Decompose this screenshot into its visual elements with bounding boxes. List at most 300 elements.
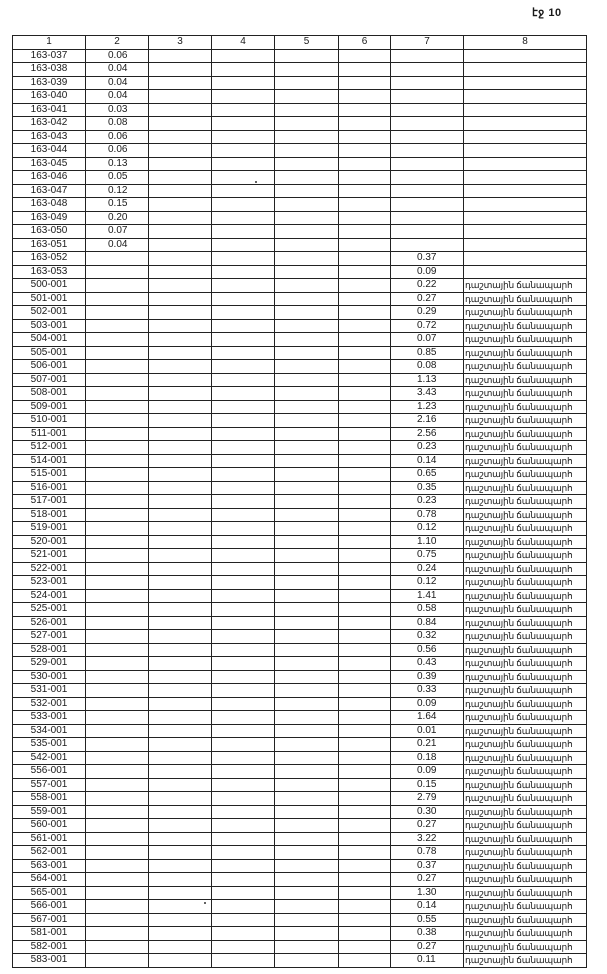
area-total <box>391 184 464 198</box>
land-use-type: դաշտային ճանապարհ <box>464 738 587 752</box>
area-total: 1.64 <box>391 711 464 725</box>
land-use-type: դաշտային ճանապարհ <box>464 859 587 873</box>
table-row <box>13 468 587 482</box>
land-use-type: դաշտային ճանապարհ <box>464 306 587 320</box>
col-3-cell <box>149 171 212 185</box>
col-4-cell <box>212 846 275 860</box>
table-row <box>13 252 587 266</box>
area-total: 0.29 <box>391 306 464 320</box>
area-total: 0.75 <box>391 549 464 563</box>
col-6-cell <box>339 157 391 171</box>
area-total: 0.14 <box>391 454 464 468</box>
col-3-cell <box>149 522 212 536</box>
area-value <box>86 711 149 725</box>
col-3-cell <box>149 63 212 77</box>
parcel-code: 163-050 <box>13 225 86 239</box>
col-5-cell <box>275 225 339 239</box>
col-4-cell <box>212 684 275 698</box>
col-4-cell <box>212 184 275 198</box>
col-5-cell <box>275 562 339 576</box>
land-use-type: դաշտային ճանապարհ <box>464 805 587 819</box>
parcel-code: 163-041 <box>13 103 86 117</box>
parcel-code: 508-001 <box>13 387 86 401</box>
table-row <box>13 184 587 198</box>
col-3-cell <box>149 76 212 90</box>
area-value <box>86 292 149 306</box>
col-5-cell <box>275 333 339 347</box>
col-4-cell <box>212 508 275 522</box>
land-use-type <box>464 90 587 104</box>
col-5-cell <box>275 778 339 792</box>
col-3-cell <box>149 751 212 765</box>
area-value: 0.12 <box>86 184 149 198</box>
area-total: 0.39 <box>391 670 464 684</box>
col-4-cell <box>212 549 275 563</box>
col-6-cell <box>339 616 391 630</box>
area-total <box>391 103 464 117</box>
col-3-cell <box>149 873 212 887</box>
table-row <box>13 954 587 968</box>
parcel-code: 562-001 <box>13 846 86 860</box>
col-6-cell <box>339 63 391 77</box>
table-row <box>13 576 587 590</box>
table-row <box>13 589 587 603</box>
parcel-code: 163-045 <box>13 157 86 171</box>
col-3-cell <box>149 441 212 455</box>
col-5-cell <box>275 805 339 819</box>
area-total: 0.11 <box>391 954 464 968</box>
table-row <box>13 454 587 468</box>
col-5-cell <box>275 630 339 644</box>
parcel-code: 535-001 <box>13 738 86 752</box>
col-6-cell <box>339 630 391 644</box>
parcel-code: 500-001 <box>13 279 86 293</box>
parcel-code: 533-001 <box>13 711 86 725</box>
land-use-type: դաշտային ճանապարհ <box>464 630 587 644</box>
area-total: 0.08 <box>391 360 464 374</box>
col-4-cell <box>212 603 275 617</box>
land-use-type: դաշտային ճանապարհ <box>464 279 587 293</box>
col-4-cell <box>212 468 275 482</box>
col-4-cell <box>212 211 275 225</box>
area-value <box>86 724 149 738</box>
col-3-cell <box>149 306 212 320</box>
col-3-cell <box>149 157 212 171</box>
col-3-cell <box>149 711 212 725</box>
parcel-code: 163-043 <box>13 130 86 144</box>
parcel-code: 560-001 <box>13 819 86 833</box>
col-3-cell <box>149 319 212 333</box>
col-5-cell <box>275 184 339 198</box>
land-use-type: դաշտային ճանապարհ <box>464 508 587 522</box>
col-4-cell <box>212 900 275 914</box>
area-value: 0.03 <box>86 103 149 117</box>
col-4-cell <box>212 927 275 941</box>
table-row <box>13 319 587 333</box>
col-6-cell <box>339 603 391 617</box>
land-use-type <box>464 211 587 225</box>
parcel-code: 542-001 <box>13 751 86 765</box>
col-4-cell <box>212 49 275 63</box>
col-6-cell <box>339 643 391 657</box>
col-5-cell <box>275 387 339 401</box>
col-4-cell <box>212 859 275 873</box>
parcel-code: 519-001 <box>13 522 86 536</box>
land-use-type <box>464 144 587 158</box>
area-total <box>391 90 464 104</box>
col-4-cell <box>212 360 275 374</box>
col-6-cell <box>339 387 391 401</box>
col-6-cell <box>339 211 391 225</box>
column-header-8: 8 <box>464 36 587 50</box>
area-value <box>86 657 149 671</box>
area-value <box>86 346 149 360</box>
parcel-code: 581-001 <box>13 927 86 941</box>
col-5-cell <box>275 508 339 522</box>
area-value <box>86 360 149 374</box>
col-6-cell <box>339 954 391 968</box>
land-use-type: դաշտային ճանապարհ <box>464 333 587 347</box>
col-5-cell <box>275 238 339 252</box>
col-4-cell <box>212 819 275 833</box>
col-5-cell <box>275 832 339 846</box>
col-4-cell <box>212 387 275 401</box>
table-row <box>13 333 587 347</box>
col-6-cell <box>339 292 391 306</box>
area-value <box>86 454 149 468</box>
land-use-type: դաշտային ճանապարհ <box>464 724 587 738</box>
table-row <box>13 630 587 644</box>
land-use-type: դաշտային ճանապարհ <box>464 454 587 468</box>
col-3-cell <box>149 913 212 927</box>
parcel-code: 163-053 <box>13 265 86 279</box>
col-4-cell <box>212 576 275 590</box>
col-4-cell <box>212 90 275 104</box>
col-4-cell <box>212 913 275 927</box>
land-parcel-table <box>12 35 587 968</box>
parcel-code: 520-001 <box>13 535 86 549</box>
col-6-cell <box>339 913 391 927</box>
area-value <box>86 738 149 752</box>
col-5-cell <box>275 198 339 212</box>
col-5-cell <box>275 360 339 374</box>
land-use-type <box>464 63 587 77</box>
parcel-code: 502-001 <box>13 306 86 320</box>
col-4-cell <box>212 940 275 954</box>
area-total: 0.09 <box>391 265 464 279</box>
parcel-code: 163-040 <box>13 90 86 104</box>
parcel-code: 163-049 <box>13 211 86 225</box>
col-3-cell <box>149 832 212 846</box>
area-value <box>86 549 149 563</box>
table-row <box>13 90 587 104</box>
area-total: 0.22 <box>391 279 464 293</box>
col-3-cell <box>149 859 212 873</box>
land-use-type: դաշտային ճանապարհ <box>464 535 587 549</box>
area-total: 0.33 <box>391 684 464 698</box>
col-5-cell <box>275 738 339 752</box>
land-use-type: դաշտային ճանապարհ <box>464 292 587 306</box>
col-6-cell <box>339 670 391 684</box>
area-value: 0.08 <box>86 117 149 131</box>
area-total: 0.84 <box>391 616 464 630</box>
table-row <box>13 441 587 455</box>
area-value <box>86 670 149 684</box>
page-number: էջ 10 <box>532 7 562 19</box>
table-row <box>13 535 587 549</box>
area-value <box>86 873 149 887</box>
col-3-cell <box>149 819 212 833</box>
col-6-cell <box>339 454 391 468</box>
land-use-type: դաշտային ճանապարհ <box>464 441 587 455</box>
area-total: 3.22 <box>391 832 464 846</box>
col-6-cell <box>339 346 391 360</box>
col-4-cell <box>212 751 275 765</box>
table-row <box>13 819 587 833</box>
col-3-cell <box>149 657 212 671</box>
col-5-cell <box>275 373 339 387</box>
area-value: 0.04 <box>86 90 149 104</box>
parcel-code: 526-001 <box>13 616 86 630</box>
area-value: 0.15 <box>86 198 149 212</box>
col-4-cell <box>212 63 275 77</box>
table-row <box>13 859 587 873</box>
table-row <box>13 157 587 171</box>
parcel-code: 565-001 <box>13 886 86 900</box>
col-3-cell <box>149 211 212 225</box>
col-4-cell <box>212 198 275 212</box>
area-total: 0.09 <box>391 765 464 779</box>
area-value <box>86 535 149 549</box>
col-6-cell <box>339 90 391 104</box>
col-3-cell <box>149 954 212 968</box>
parcel-code: 564-001 <box>13 873 86 887</box>
table-row <box>13 360 587 374</box>
land-use-type: դաշտային ճանապարհ <box>464 670 587 684</box>
area-value <box>86 616 149 630</box>
col-6-cell <box>339 144 391 158</box>
land-use-type: դաշտային ճանապարհ <box>464 481 587 495</box>
col-6-cell <box>339 427 391 441</box>
land-use-type: դաշտային ճանապարհ <box>464 400 587 414</box>
col-4-cell <box>212 265 275 279</box>
table-row <box>13 522 587 536</box>
area-total: 0.27 <box>391 292 464 306</box>
col-6-cell <box>339 76 391 90</box>
col-5-cell <box>275 765 339 779</box>
col-6-cell <box>339 900 391 914</box>
col-6-cell <box>339 508 391 522</box>
table-row <box>13 495 587 509</box>
area-total <box>391 130 464 144</box>
parcel-code: 509-001 <box>13 400 86 414</box>
col-6-cell <box>339 130 391 144</box>
area-value <box>86 387 149 401</box>
table-row <box>13 130 587 144</box>
col-6-cell <box>339 225 391 239</box>
land-use-type: դաշտային ճանապարհ <box>464 765 587 779</box>
table-row <box>13 765 587 779</box>
area-value <box>86 441 149 455</box>
col-5-cell <box>275 576 339 590</box>
col-5-cell <box>275 292 339 306</box>
col-6-cell <box>339 333 391 347</box>
parcel-code: 510-001 <box>13 414 86 428</box>
col-6-cell <box>339 778 391 792</box>
col-4-cell <box>212 427 275 441</box>
area-total: 0.21 <box>391 738 464 752</box>
col-4-cell <box>212 414 275 428</box>
col-3-cell <box>149 684 212 698</box>
table-row <box>13 724 587 738</box>
col-5-cell <box>275 913 339 927</box>
col-4-cell <box>212 954 275 968</box>
parcel-code: 163-042 <box>13 117 86 131</box>
col-4-cell <box>212 130 275 144</box>
land-use-type: դաշտային ճանապարհ <box>464 886 587 900</box>
area-value <box>86 427 149 441</box>
table-row <box>13 697 587 711</box>
col-3-cell <box>149 495 212 509</box>
parcel-code: 504-001 <box>13 333 86 347</box>
table-row <box>13 900 587 914</box>
col-6-cell <box>339 481 391 495</box>
parcel-code: 558-001 <box>13 792 86 806</box>
col-3-cell <box>149 846 212 860</box>
table-row <box>13 508 587 522</box>
column-header-1: 1 <box>13 36 86 50</box>
parcel-code: 515-001 <box>13 468 86 482</box>
parcel-code: 521-001 <box>13 549 86 563</box>
land-use-type <box>464 198 587 212</box>
col-6-cell <box>339 238 391 252</box>
table-row <box>13 76 587 90</box>
land-use-type: դաշտային ճանապարհ <box>464 900 587 914</box>
col-5-cell <box>275 211 339 225</box>
land-use-type: դաշտային ճանապարհ <box>464 468 587 482</box>
col-3-cell <box>149 117 212 131</box>
table-row <box>13 198 587 212</box>
area-total <box>391 76 464 90</box>
col-5-cell <box>275 589 339 603</box>
table-row <box>13 549 587 563</box>
col-3-cell <box>149 724 212 738</box>
area-value <box>86 373 149 387</box>
land-use-type <box>464 49 587 63</box>
parcel-code: 524-001 <box>13 589 86 603</box>
land-use-type: դաշտային ճանապարհ <box>464 616 587 630</box>
col-4-cell <box>212 157 275 171</box>
parcel-code: 517-001 <box>13 495 86 509</box>
col-3-cell <box>149 940 212 954</box>
area-total <box>391 157 464 171</box>
col-3-cell <box>149 427 212 441</box>
col-3-cell <box>149 252 212 266</box>
area-value <box>86 522 149 536</box>
area-total: 0.78 <box>391 846 464 860</box>
col-3-cell <box>149 562 212 576</box>
col-6-cell <box>339 589 391 603</box>
col-6-cell <box>339 576 391 590</box>
col-4-cell <box>212 805 275 819</box>
land-use-type <box>464 117 587 131</box>
area-total <box>391 63 464 77</box>
area-value <box>86 589 149 603</box>
area-total: 3.43 <box>391 387 464 401</box>
parcel-code: 527-001 <box>13 630 86 644</box>
col-5-cell <box>275 481 339 495</box>
land-use-type: դաշտային ճանապարհ <box>464 940 587 954</box>
land-use-type: դաշտային ճանապարհ <box>464 778 587 792</box>
col-4-cell <box>212 117 275 131</box>
land-use-type <box>464 157 587 171</box>
col-4-cell <box>212 724 275 738</box>
area-total: 1.13 <box>391 373 464 387</box>
table-row <box>13 603 587 617</box>
col-5-cell <box>275 265 339 279</box>
land-use-type <box>464 265 587 279</box>
col-6-cell <box>339 495 391 509</box>
col-5-cell <box>275 346 339 360</box>
area-value: 0.07 <box>86 225 149 239</box>
table-row <box>13 913 587 927</box>
land-use-type <box>464 184 587 198</box>
land-use-type: դաշտային ճանապարհ <box>464 414 587 428</box>
area-total <box>391 211 464 225</box>
col-4-cell <box>212 657 275 671</box>
col-5-cell <box>275 859 339 873</box>
col-4-cell <box>212 103 275 117</box>
area-total: 0.38 <box>391 927 464 941</box>
col-3-cell <box>149 508 212 522</box>
col-6-cell <box>339 252 391 266</box>
area-total: 0.65 <box>391 468 464 482</box>
col-5-cell <box>275 103 339 117</box>
col-3-cell <box>149 198 212 212</box>
col-5-cell <box>275 319 339 333</box>
col-5-cell <box>275 157 339 171</box>
table-row <box>13 144 587 158</box>
table-row <box>13 711 587 725</box>
area-value <box>86 495 149 509</box>
col-4-cell <box>212 144 275 158</box>
land-use-type: դաշտային ճանապարհ <box>464 927 587 941</box>
col-6-cell <box>339 886 391 900</box>
land-use-type: դաշտային ճանապարհ <box>464 387 587 401</box>
table-row <box>13 873 587 887</box>
table-row <box>13 400 587 414</box>
col-4-cell <box>212 225 275 239</box>
area-value: 0.05 <box>86 171 149 185</box>
col-4-cell <box>212 670 275 684</box>
area-total: 0.58 <box>391 603 464 617</box>
area-total <box>391 171 464 185</box>
table-row <box>13 643 587 657</box>
col-4-cell <box>212 630 275 644</box>
col-4-cell <box>212 765 275 779</box>
area-total: 0.27 <box>391 819 464 833</box>
area-value <box>86 792 149 806</box>
col-5-cell <box>275 846 339 860</box>
parcel-code: 163-048 <box>13 198 86 212</box>
land-use-type: դաշտային ճանապարհ <box>464 913 587 927</box>
col-4-cell <box>212 886 275 900</box>
col-4-cell <box>212 522 275 536</box>
area-value <box>86 562 149 576</box>
area-value <box>86 630 149 644</box>
parcel-code: 514-001 <box>13 454 86 468</box>
area-value <box>86 886 149 900</box>
